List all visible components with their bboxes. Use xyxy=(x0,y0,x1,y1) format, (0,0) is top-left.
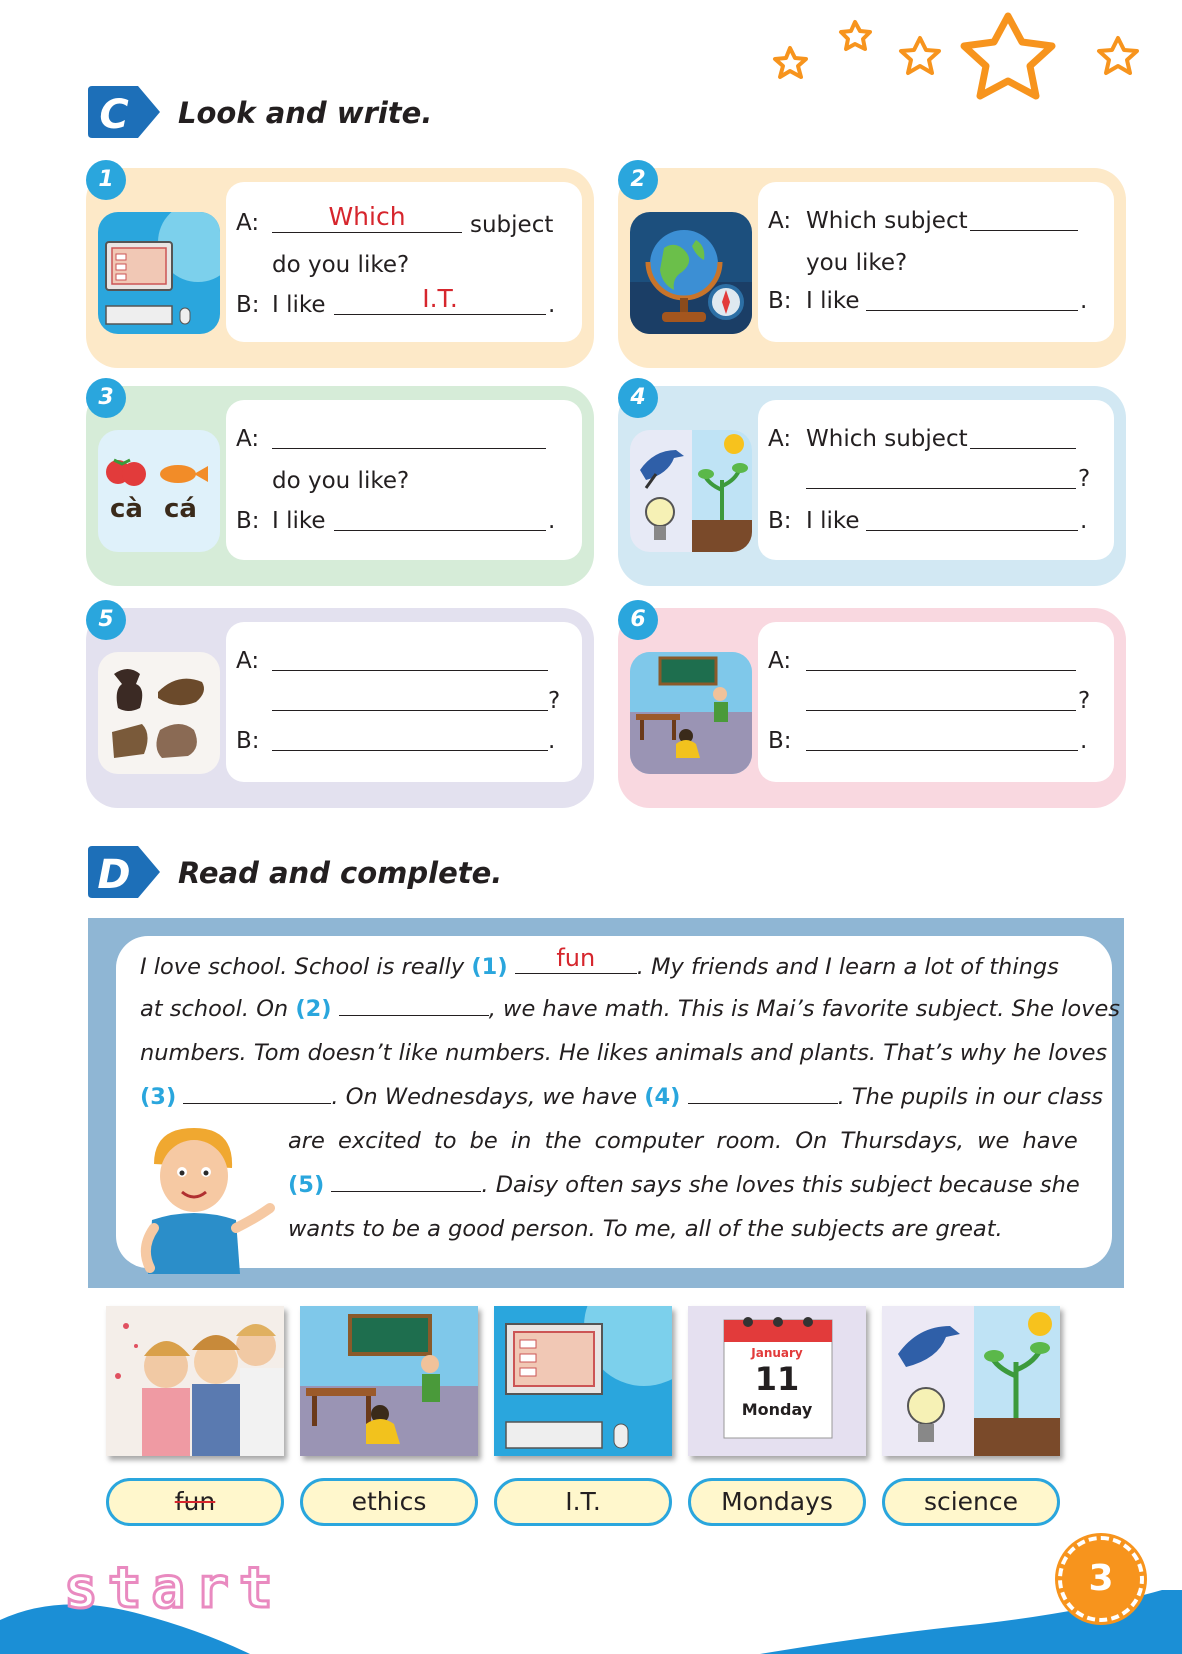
answer-blank[interactable] xyxy=(806,750,1078,751)
answer-blank[interactable] xyxy=(331,1174,481,1192)
answer-blank[interactable] xyxy=(272,232,462,233)
answer-text: I like xyxy=(806,508,860,534)
question-text: do you like? xyxy=(272,468,410,494)
a-label: A: xyxy=(768,648,792,674)
word-ethics[interactable]: ethics xyxy=(300,1478,478,1526)
answer-blank[interactable] xyxy=(806,488,1076,489)
question-mark: ? xyxy=(548,688,561,714)
answer-blank[interactable] xyxy=(339,998,489,1016)
a-label: A: xyxy=(236,210,260,236)
word-science[interactable]: science xyxy=(882,1478,1060,1526)
period: . xyxy=(548,292,556,318)
answer-panel-5 xyxy=(226,622,582,782)
period: . xyxy=(1080,728,1088,754)
computer-icon xyxy=(98,212,220,334)
b-label: B: xyxy=(768,508,792,534)
passage-line: wants to be a good person. To me, all of the subjects are great. xyxy=(288,1216,1003,1242)
exercise-number: 2 xyxy=(618,160,658,200)
answer-blank[interactable] xyxy=(183,1086,331,1104)
vietnamese-words-icon xyxy=(98,430,220,552)
b-label: B: xyxy=(236,508,260,534)
question-text: Which subject xyxy=(806,208,968,234)
a-label: A: xyxy=(236,648,260,674)
star-icon xyxy=(841,22,870,49)
word-ca-2: cá xyxy=(164,494,197,524)
passage-line: I love school. School is really (1) fun . My friends and I learn a lot of things xyxy=(140,944,1059,980)
answer-panel-2 xyxy=(758,182,1114,342)
answer-blank[interactable] xyxy=(272,670,548,671)
exercise-card-2 xyxy=(618,168,1126,368)
star-icon xyxy=(901,38,939,73)
b-label: B: xyxy=(768,288,792,314)
picture-calendar xyxy=(688,1306,866,1456)
passage-line: at school. On (2) , we have math. This is Mai’s favorite subject. She loves xyxy=(140,996,1121,1022)
period: . xyxy=(1080,288,1088,314)
exercise-card-4 xyxy=(618,386,1126,586)
picture-fun xyxy=(106,1306,284,1456)
picture-science xyxy=(882,1306,1060,1456)
filled-answer: Which xyxy=(328,202,406,231)
science-icon xyxy=(630,430,752,552)
answer-blank[interactable] xyxy=(970,448,1076,449)
star-icon xyxy=(1099,38,1137,73)
word-ca-1: cà xyxy=(110,494,143,524)
answer-text: I like xyxy=(272,508,326,534)
question-text: do you like? xyxy=(272,252,410,278)
passage-line: numbers. Tom doesn’t like numbers. He likes animals and plants. That’s why he loves xyxy=(140,1040,1108,1066)
brand-text: start xyxy=(64,1556,283,1621)
passage-line: (3) . On Wednesdays, we have (4) . The pupils in our class xyxy=(140,1084,1104,1110)
b-label: B: xyxy=(236,728,260,754)
word-it[interactable]: I.T. xyxy=(494,1478,672,1526)
section-c-badge xyxy=(86,84,162,140)
exercise-number: 1 xyxy=(86,160,126,200)
calendar-month: January xyxy=(751,1346,803,1360)
exercise-number: 3 xyxy=(86,378,126,418)
picture-ethics xyxy=(300,1306,478,1456)
section-d-letter: D xyxy=(97,852,131,898)
a-label: A: xyxy=(768,426,792,452)
answer-blank[interactable] xyxy=(970,230,1078,231)
page-number: 3 xyxy=(1058,1536,1144,1622)
section-c-letter: C xyxy=(99,92,129,138)
answer-panel-1 xyxy=(226,182,582,342)
question-text: Which subject xyxy=(806,426,968,452)
section-d-title: Read and complete. xyxy=(178,856,503,890)
question-text: subject xyxy=(470,212,554,238)
b-label: B: xyxy=(768,728,792,754)
star-icon xyxy=(775,48,806,77)
answer-panel-3 xyxy=(226,400,582,560)
exercise-card-1 xyxy=(86,168,594,368)
answer-blank[interactable] xyxy=(806,670,1076,671)
exercise-number: 4 xyxy=(618,378,658,418)
b-label: B: xyxy=(236,292,260,318)
answer-blank[interactable] xyxy=(866,530,1078,531)
answer-text: I like xyxy=(806,288,860,314)
a-label: A: xyxy=(236,426,260,452)
globe-icon xyxy=(630,212,752,334)
answer-panel-6 xyxy=(758,622,1114,782)
exercise-number: 5 xyxy=(86,600,126,640)
answer-blank[interactable] xyxy=(272,448,546,449)
calendar-day: 11 xyxy=(754,1360,800,1398)
classroom-cleaning-icon xyxy=(630,652,752,774)
section-d-badge xyxy=(86,844,162,900)
word-fun[interactable]: fun xyxy=(106,1478,284,1526)
brand-logo xyxy=(64,1556,283,1621)
boy-illustration xyxy=(124,1124,284,1274)
passage-line: (5) . Daisy often says she loves this subject because she xyxy=(288,1172,1080,1198)
passage-line: are excited to be in the computer room. On Thursdays, we have xyxy=(288,1128,1078,1154)
answer-blank[interactable] xyxy=(515,944,637,974)
answer-text: I like xyxy=(272,292,326,318)
exercise-card-3 xyxy=(86,386,594,586)
history-icon xyxy=(98,652,220,774)
filled-answer: I.T. xyxy=(422,284,458,313)
answer-blank[interactable] xyxy=(806,710,1076,711)
answer-blank[interactable] xyxy=(334,530,546,531)
answer-blank[interactable] xyxy=(272,750,548,751)
section-c-title: Look and write. xyxy=(178,96,433,130)
stars-decoration xyxy=(760,8,1170,118)
exercise-card-6 xyxy=(618,608,1126,808)
word-mondays[interactable]: Mondays xyxy=(688,1478,866,1526)
question-mark: ? xyxy=(1078,688,1091,714)
star-icon xyxy=(964,16,1052,96)
period: . xyxy=(1080,508,1088,534)
answer-blank[interactable] xyxy=(272,710,548,711)
answer-panel-4 xyxy=(758,400,1114,560)
answer-blank[interactable] xyxy=(688,1086,838,1104)
answer-blank[interactable] xyxy=(866,310,1078,311)
filled-answer: fun xyxy=(556,944,596,972)
answer-blank[interactable] xyxy=(334,314,546,315)
a-label: A: xyxy=(768,208,792,234)
exercise-number: 6 xyxy=(618,600,658,640)
picture-it xyxy=(494,1306,672,1456)
question-mark: ? xyxy=(1078,466,1091,492)
exercise-card-5 xyxy=(86,608,594,808)
period: . xyxy=(548,728,556,754)
question-text: you like? xyxy=(806,250,908,276)
calendar-weekday: Monday xyxy=(741,1400,813,1419)
period: . xyxy=(548,508,556,534)
